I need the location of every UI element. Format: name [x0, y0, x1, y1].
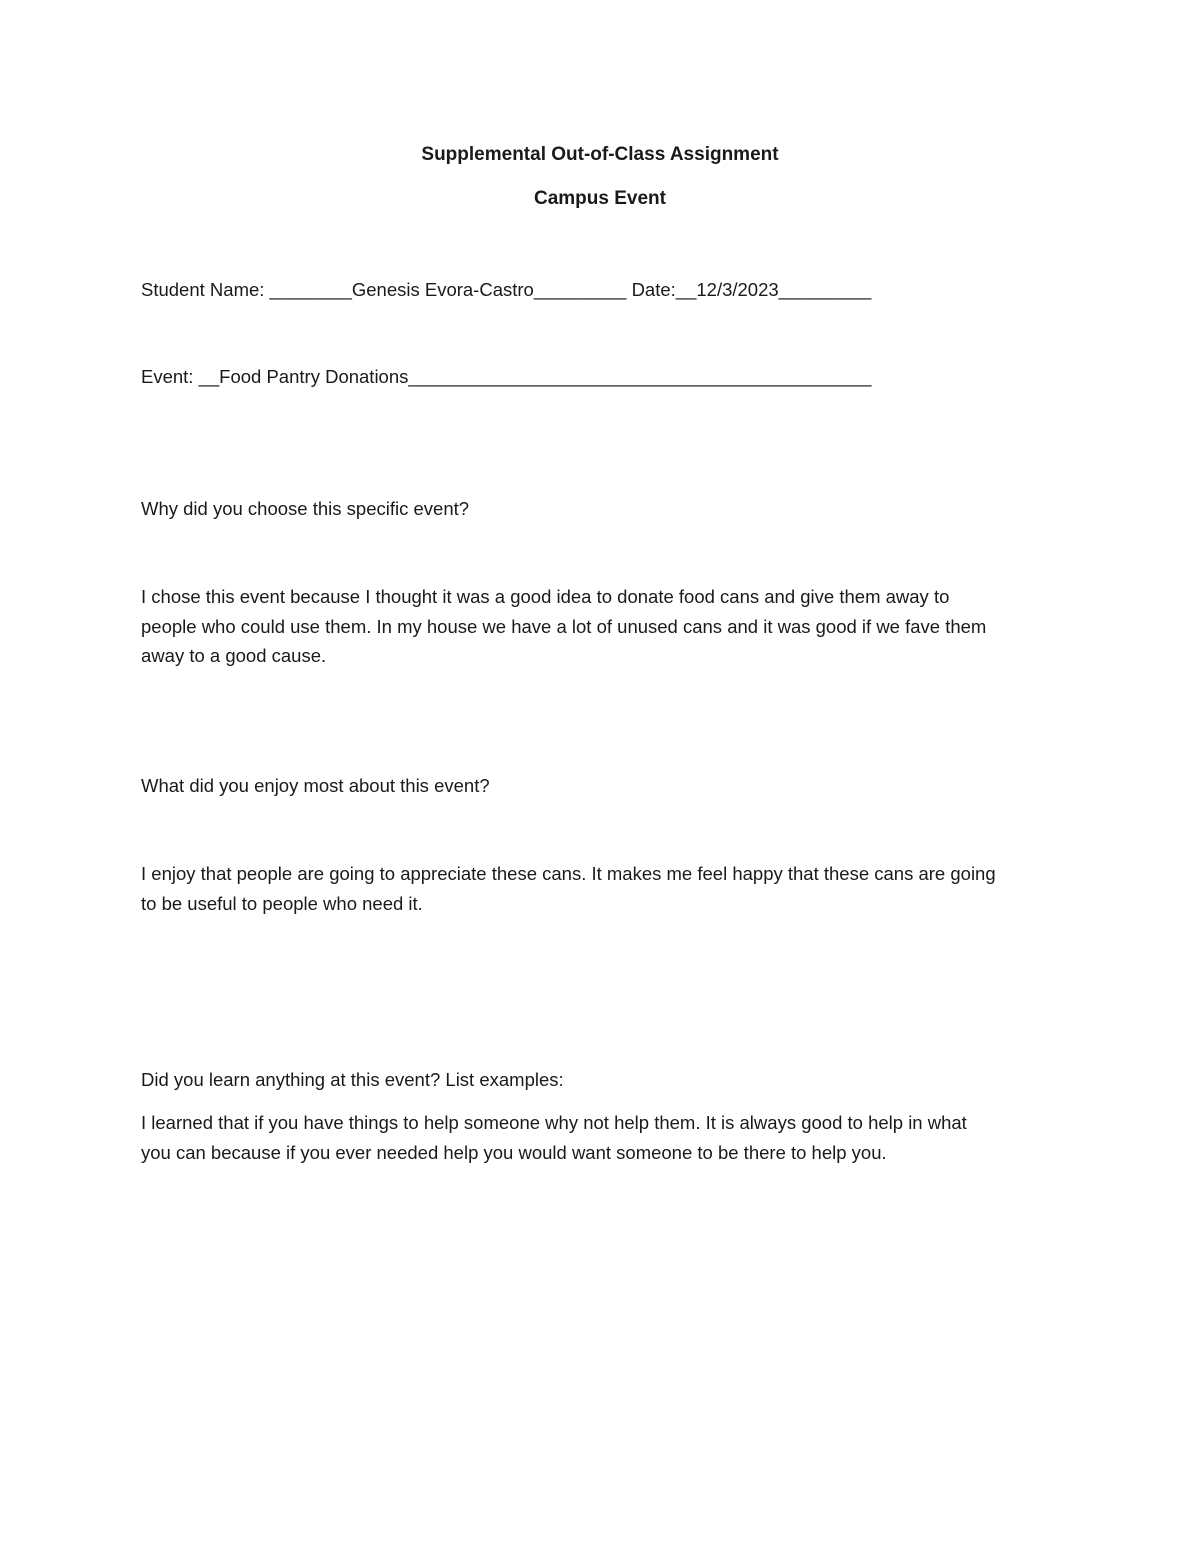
answer-3-line: you can because if you ever needed help you would want someone to be there to help you.	[141, 1141, 887, 1163]
document-title: Supplemental Out-of-Class Assignment	[421, 144, 779, 165]
student-name-date-field: Student Name: ________Genesis Evora-Castro_________ Date:__12/3/2023_________	[141, 279, 872, 300]
answer-1	[141, 582, 1061, 671]
answer-3-line: I learned that if you have things to help someone why not help them. It is always good to help in what	[141, 1112, 967, 1133]
answer-1-line: away to a good cause.	[141, 645, 327, 666]
event-field: Event: __Food Pantry Donations_____________________________________________	[141, 366, 872, 387]
question-3: Did you learn anything at this event? List examples:	[141, 1069, 564, 1090]
document-subtitle: Campus Event	[534, 188, 666, 209]
question-2: What did you enjoy most about this event?	[141, 775, 490, 796]
answer-3	[141, 1108, 1061, 1167]
answer-2-line: I enjoy that people are going to appreciate these cans. It makes me feel happy that these cans are going	[141, 863, 996, 884]
answer-2	[141, 859, 1061, 918]
question-1: Why did you choose this specific event?	[141, 498, 470, 519]
answer-1-line: people who could use them. In my house we have a lot of unused cans and it was good if we fave them	[141, 615, 987, 637]
answer-1-line: I chose this event because I thought it was a good idea to donate food cans and give them away to	[141, 586, 950, 607]
answer-2-line: to be useful to people who need it.	[141, 892, 423, 914]
